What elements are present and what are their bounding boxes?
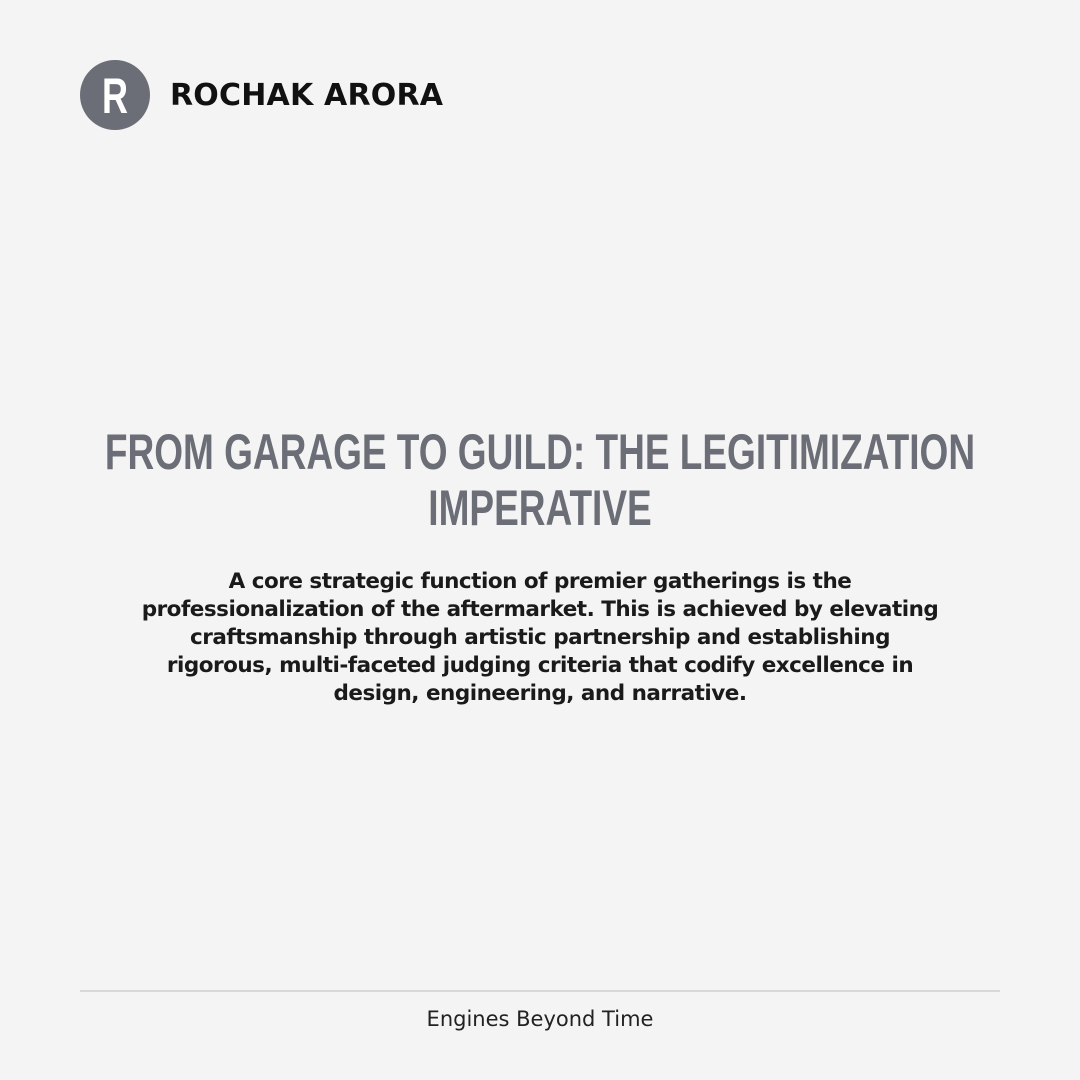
footer-divider <box>80 990 1000 992</box>
footer-text: Engines Beyond Time <box>426 1007 654 1031</box>
body-paragraph: A core strategic function of premier gatherings is the professionalization of the aftermarket. This is achieved by elevating craftsmanship through artistic partnership and establishing rigorous, multi-faceted judging criteria that codify excellence in design, engineering, and narrative. <box>141 569 939 706</box>
brand-header <box>80 60 443 130</box>
avatar-letter: R <box>101 68 128 124</box>
avatar <box>80 60 150 130</box>
headline: FROM GARAGE TO GUILD: THE LEGITIMIZATION IMPERATIVE <box>104 424 976 536</box>
author-name: ROCHAK ARORA <box>170 77 444 113</box>
